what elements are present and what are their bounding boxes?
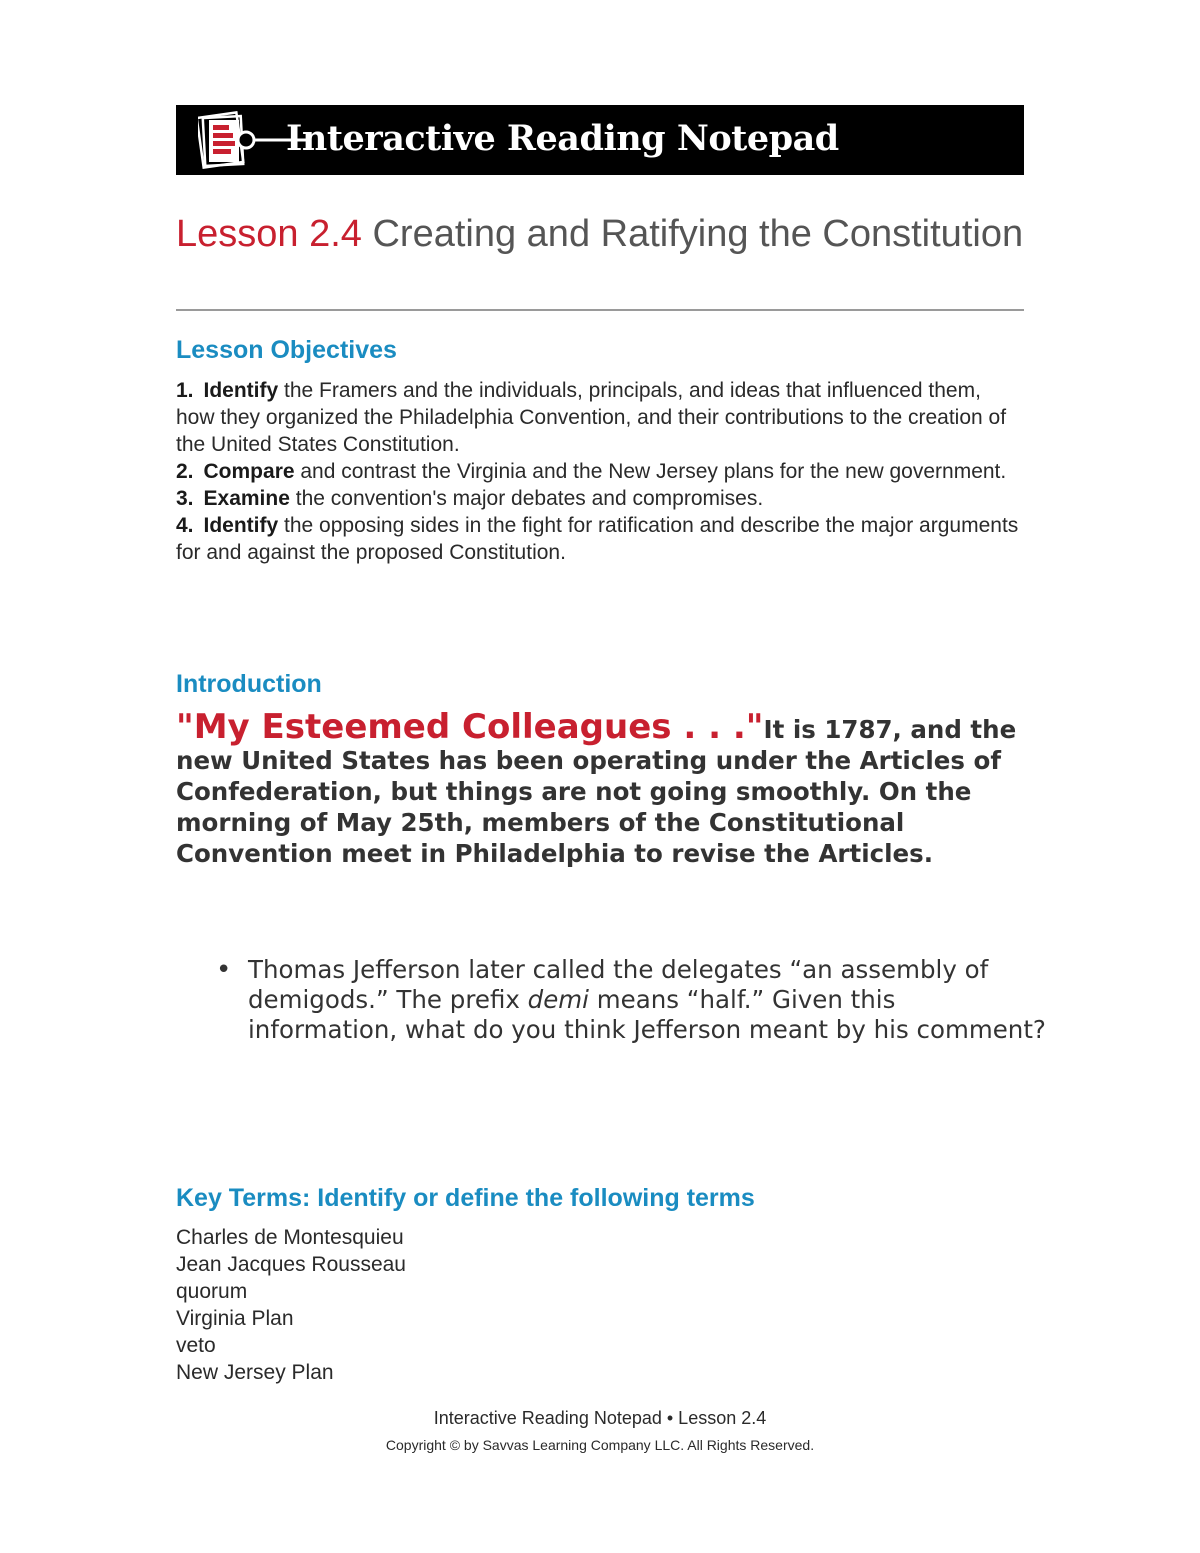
key-terms-list (176, 1224, 776, 1386)
key-term: quorum (176, 1280, 248, 1303)
introduction-heading: Introduction (176, 670, 322, 698)
footer-title: Interactive Reading Notepad • Lesson 2.4 (433, 1408, 767, 1428)
banner-title: Interactive Reading Notepad (286, 118, 839, 159)
key-term: New Jersey Plan (176, 1361, 334, 1384)
header-banner (176, 105, 1024, 175)
key-term: Virginia Plan (176, 1307, 294, 1330)
objective-item: 1. Identify the Framers and the individuals, principals, and ideas that influenced them, how they organized the Philadelphia Convention, and their contributions to the creation of the United States Constitution. (176, 379, 1007, 456)
footer-copyright: Copyright © by Savvas Learning Company LLC. All Rights Reserved. (385, 1437, 815, 1453)
key-term: Jean Jacques Rousseau (176, 1253, 406, 1276)
discussion-question: • Thomas Jefferson later called the delegates “an assembly of demigods.” The prefix demi means “half.” Given this information, what do you think Jefferson meant by his comment? (216, 955, 1046, 1044)
demi-emphasis: demi (527, 985, 589, 1014)
lesson-name: Creating and Ratifying the Constitution (372, 213, 1024, 255)
lesson-number: Lesson 2.4 (176, 213, 362, 255)
bullet-icon: • (216, 955, 232, 985)
objectives-list (176, 377, 1024, 566)
introduction-body: It is 1787, and the new United States has been operating under the Articles of Confederation, but things are not going smoothly. On the morning of May 25th, members of the Constitutional Convention meet in Philadelphia to revise the Articles. (176, 715, 1017, 868)
objective-item: 2. Compare and contrast the Virginia and the New Jersey plans for the new government. (176, 460, 1007, 483)
key-term: Charles de Montesquieu (176, 1226, 404, 1249)
objective-item: 3. Examine the convention's major debates and compromises. (176, 487, 764, 510)
objective-item: 4. Identify the opposing sides in the fight for ratification and describe the major arguments for and against the proposed Constitution. (176, 514, 1019, 564)
lesson-title (176, 210, 1024, 258)
introduction-paragraph (176, 707, 1036, 869)
key-terms-heading: Key Terms: Identify or define the following terms (176, 1184, 755, 1212)
title-divider (176, 309, 1024, 311)
introduction-quote: "My Esteemed Colleagues . . ." (176, 707, 764, 747)
objectives-heading: Lesson Objectives (176, 336, 397, 364)
key-term: veto (176, 1334, 216, 1357)
